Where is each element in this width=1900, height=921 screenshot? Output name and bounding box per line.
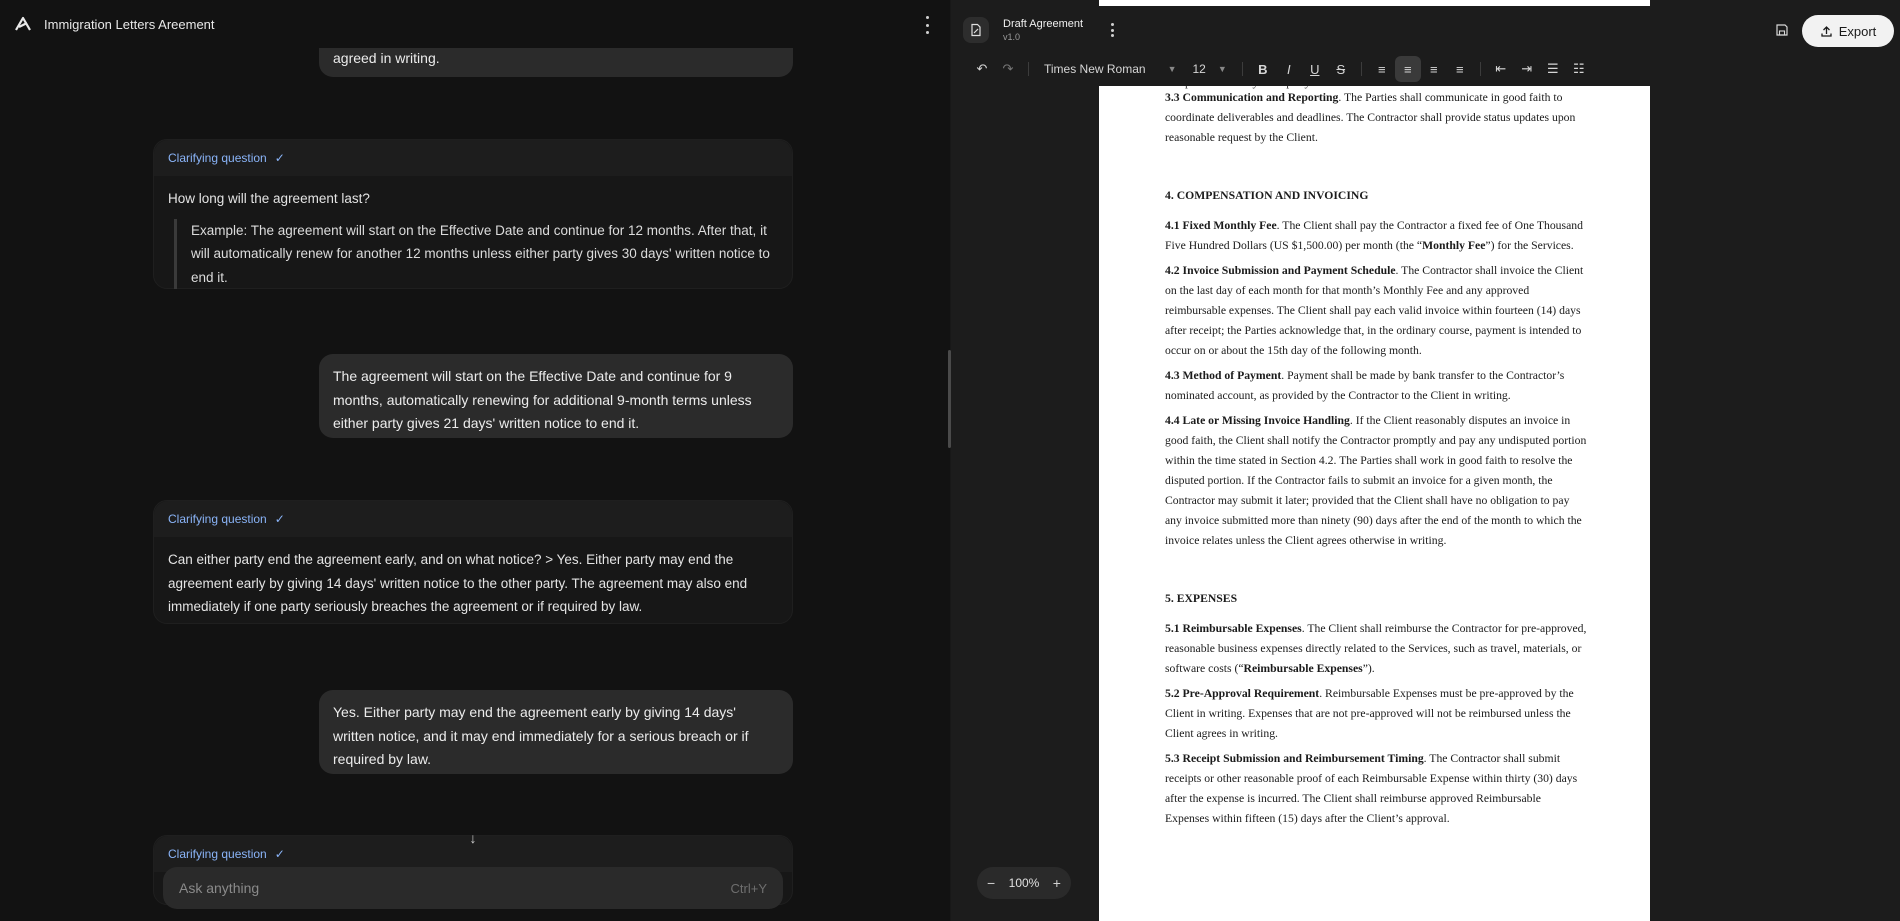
clarifying-question-header [154,501,792,537]
zoom-in-icon[interactable]: + [1052,875,1061,891]
indent-icon[interactable]: ⇥ [1521,61,1533,76]
file-edit-icon [969,23,983,37]
document-name: Draft Agreement [1003,18,1084,30]
toolbar-divider [1028,62,1029,76]
document-page[interactable] [1099,80,1650,921]
user-message [319,354,793,438]
clarifying-question-label: Clarifying question [168,847,267,861]
underline-icon[interactable]: U [1310,61,1320,77]
italic-icon[interactable]: I [1286,61,1291,77]
document-title-bar [963,10,1163,50]
align-right-icon[interactable]: ≡ [1455,61,1464,77]
user-message [319,690,793,774]
question-example: Example: The agreement will start on the Effective Date and continue for 12 months. After that, it will automatically renew for another 12 months unless either party gives 30 days' written notice to end it. [174,219,778,290]
clause-heading: 5.1 Reimbursable Expenses [1165,622,1302,635]
zoom-level: 100% [1008,876,1040,890]
align-left-icon[interactable]: ≡ [1395,56,1421,82]
defined-term: Monthly Fee [1422,239,1486,252]
user-message-text: Yes. Either party may end the agreement early by giving 14 days' written notice, and it may end immediately for a serious breach or if required by law. [333,704,749,767]
document-more-options-icon[interactable] [1111,23,1115,37]
chevron-down-icon: ▼ [1217,64,1227,74]
clause-4-1 [1165,216,1587,256]
clause-heading: 4.3 Method of Payment [1165,369,1282,382]
clause-4-3 [1165,366,1587,406]
clause-3-3 [1165,88,1587,148]
clarifying-question-card [153,500,793,624]
input-shortcut-hint: Ctrl+Y [730,880,767,896]
clause-4-4 [1165,411,1587,551]
chat-title: Immigration Letters Areement [44,16,215,32]
clarifying-question-body [154,537,792,631]
scroll-to-bottom-icon[interactable]: ↓ [469,830,477,846]
clause-heading: 5.3 Receipt Submission and Reimbursement Timing [1165,752,1424,765]
redo-icon[interactable]: ↷ [1002,61,1014,76]
clarifying-question-header [154,140,792,176]
checkmark-icon: ✓ [274,512,285,526]
align-justify-icon[interactable]: ≡ [1377,61,1386,77]
clause-text: . The Client shall pay the Contractor a fixed fee of One Thousand Five Hundred Dollars (US $1,500.00) per month (the “ [1165,219,1583,252]
strikethrough-icon[interactable]: S [1336,61,1346,77]
outdent-icon[interactable]: ⇤ [1495,61,1507,76]
formatting-toolbar [959,52,1892,86]
question-text: How long will the agreement last? [168,191,370,206]
app-logo-icon[interactable] [14,15,32,33]
question-text: Can either party end the agreement early, and on what notice? > Yes. Either party may end the agreement early by giving 14 days' written notice to the other party. The agreement may also end immediately if one party seriously breaches the agreement or if required by law. [168,552,748,614]
chat-more-options-icon[interactable] [924,16,930,34]
chevron-down-icon: ▼ [1167,64,1177,74]
clarifying-question-body [154,176,792,305]
document-body[interactable] [1165,80,1587,829]
chat-header [0,0,950,48]
numbered-list-icon[interactable]: ☷ [1572,61,1585,76]
bold-icon[interactable]: B [1258,61,1268,77]
upload-icon [1820,25,1833,38]
clause-text: . If the Client reasonably disputes an invoice in good faith, the Client shall notify the Contractor promptly and pay any undisputed portion within the time stated in Section 4.2. The Parties shall work in good faith to resolve the disputed portion. If the Contractor fails to submit an invoice for a given month, the Contractor may submit it later; provided that the Client shall have no obligation to pay any invoice submitted more than ninety (90) days after the end of the month to which the invoice relates unless the Client agrees otherwise in writing. [1165,414,1587,547]
user-message-text: The agreement will start on the Effective Date and continue for 9 months, automatically renewing for additional 9-month terms unless either party gives 21 days' written notice to end it. [333,368,752,431]
user-message-text: agreed in writing. [333,50,440,66]
clause-heading: 3.3 Communication and Reporting [1165,91,1339,104]
clause-5-1 [1165,619,1587,679]
clause-heading: 5.2 Pre-Approval Requirement [1165,687,1320,700]
clause-heading: 4.1 Fixed Monthly Fee [1165,219,1277,232]
align-center-icon[interactable]: ≡ [1429,61,1438,77]
defined-term: Reimbursable Expenses [1243,662,1363,675]
clause-heading: 4.2 Invoice Submission and Payment Schedule [1165,264,1396,277]
font-size-value: 12 [1192,62,1206,76]
document-version: v1.0 [1003,32,1021,42]
clause-text: . Reimbursable Expenses must be pre-approved by the Client in writing. Expenses that are not pre-approved will not be reimbursed unless the Client agrees in writing. [1165,687,1574,740]
section-heading: 4. COMPENSATION AND INVOICING [1165,189,1369,202]
font-size-select[interactable] [1185,62,1235,76]
clause-text: . The Parties shall communicate in good faith to coordinate deliverables and deadlines. The Contractor shall provide status updates upon reasonable request by the Client. [1165,91,1576,144]
document-title-group [1003,18,1083,42]
zoom-control [977,867,1071,899]
chat-input[interactable] [179,880,731,896]
previous-page-edge [1099,0,1650,6]
clause-heading: 4.4 Late or Missing Invoice Handling [1165,414,1350,427]
toolbar-divider [1242,62,1243,76]
clause-text: . The Contractor shall invoice the Client on the last day of each month for that month’s Monthly Fee and any approved reimbursable expenses. The Client shall pay each valid invoice within fourteen (14) days after receipt; the Parties acknowledge that, in the ordinary course, payment is intended to occur on or about the 15th day of the following month. [1165,264,1584,357]
clarifying-question-label: Clarifying question [168,512,267,526]
font-family-value: Times New Roman [1044,62,1146,76]
clause-text: ”) for the Services. [1485,239,1574,252]
clause-text: . The Client shall reimburse the Contractor for pre-approved, reasonable business expenses directly related to the Services, such as travel, materials, or software costs (“ [1165,622,1587,675]
toolbar-divider [1361,62,1362,76]
clause-5-3 [1165,749,1587,829]
clause-5-2 [1165,684,1587,744]
clause-text: . Payment shall be made by bank transfer to the Contractor’s nominated account, as provided by the Contractor to the Client in writing. [1165,369,1565,402]
checkmark-icon: ✓ [274,847,285,861]
clause-text: . The Contractor shall submit receipts or other reasonable proof of each Reimbursable Expense within thirty (30) days after the expense is incurred. The Client shall reimburse approved Reimbursable Expenses within fifteen (15) days after the Client’s approval. [1165,752,1578,825]
bullet-list-icon[interactable]: ☰ [1546,61,1559,76]
section-heading: 5. EXPENSES [1165,592,1238,605]
clarifying-question-card [153,139,793,289]
clause-text: ”). [1362,662,1375,675]
document-icon[interactable] [963,17,989,43]
undo-icon[interactable]: ↶ [976,61,988,76]
export-button[interactable] [1802,15,1894,47]
clarifying-question-label: Clarifying question [168,151,267,165]
export-label: Export [1838,23,1877,39]
toolbar-divider [1480,62,1481,76]
font-family-select[interactable] [1036,62,1185,76]
clause-4-2 [1165,261,1587,361]
chat-input-box[interactable] [163,867,783,909]
zoom-out-icon[interactable]: − [987,875,996,891]
checkmark-icon: ✓ [274,151,285,165]
save-icon[interactable] [1772,20,1792,40]
document-pane [951,0,1900,921]
